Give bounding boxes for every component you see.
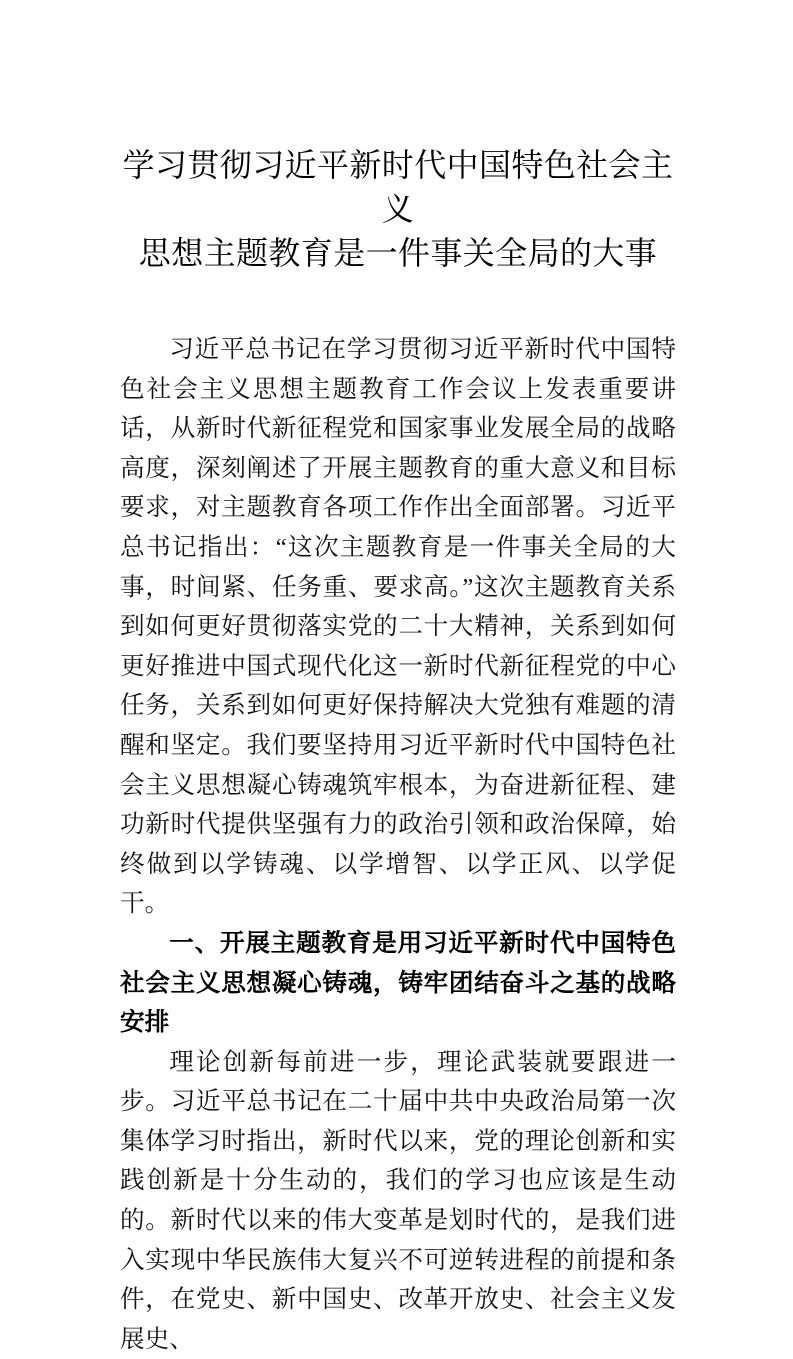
page-title-line-2: 思想主题教育是一件事关全局的大事 [138, 235, 658, 271]
body-paragraph: 理论创新每前进一步，理论武装就要跟进一步。习近平总书记在二十届中共中央政治局第一次集体学习时指出，新时代以来，党的理论创新和实践创新是十分生动的，我们的学习也应该是生动的。新时代以来的伟大变革是划时代的，是我们进入实现中华民族伟大复兴不可逆转进程的前提和条件，在党史、新中国史、改革开放史、社会主义发展史、 [120, 1048, 676, 1353]
document-content-column [120, 0, 676, 1359]
section-heading: 一、开展主题教育是用习近平新时代中国特色社会主义思想凝心铸魂，铸牢团结奋斗之基的战略安排 [120, 929, 676, 1037]
page-title: 学习贯彻习近平新时代中国特色社会主义 [122, 147, 674, 227]
body-paragraph: 习近平总书记在学习贯彻习近平新时代中国特色社会主义思想主题教育工作会议上发表重要讲话，从新时代新征程党和国家事业发展全局的战略高度，深刻阐述了开展主题教育的重大意义和目标要求，对主题教育各项工作作出全面部署。习近平总书记指出：“这次主题教育是一件事关全局的大事，时间紧、任务重、要求高。”这次主题教育关系到如何更好贯彻落实党的二十大精神，关系到如何更好推进中国式现代化这一新时代新征程党的中心任务，关系到如何更好保持解决大党独有难题的清醒和坚定。我们要坚持用习近平新时代中国特色社会主义思想凝心铸魂筑牢根本，为奋进新征程、建功新时代提供坚强有力的政治引领和政治保障，始终做到以学铸魂、以学增智、以学正风、以学促干。 [120, 336, 676, 918]
